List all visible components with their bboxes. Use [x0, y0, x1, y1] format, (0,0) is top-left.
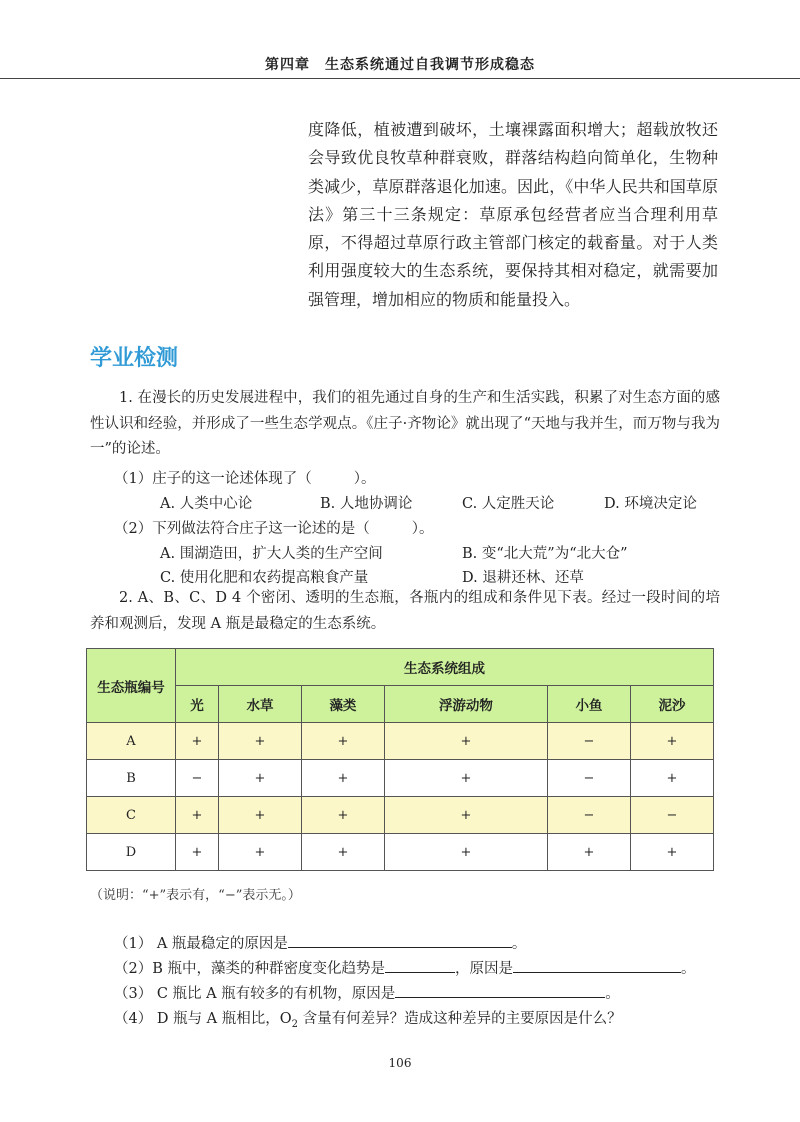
q1-sub1-suffix: ）。: [353, 471, 376, 487]
table-cell: +: [176, 834, 219, 871]
q2-sub2-reason-blank[interactable]: [513, 958, 681, 973]
table-cell: −: [547, 797, 630, 834]
table-cell: −: [630, 797, 713, 834]
table-cell: +: [384, 760, 547, 797]
q1-sub2-option-d: D. 退耕还林、还草: [462, 570, 584, 586]
question-1-sub-1: [114, 467, 375, 488]
table-row: [87, 834, 714, 871]
question-2-sub-1: [114, 932, 526, 953]
q2-sub3-suffix: 。: [605, 986, 620, 1002]
ecosystem-bottle-table: [86, 648, 714, 871]
question-2-sub-2: [114, 957, 696, 978]
row-id-cell: A: [87, 723, 176, 760]
q1-sub2-option-a: A. 围湖造田，扩大人类的生产空间: [160, 546, 383, 562]
chapter-header: 第四章 生态系统通过自我调节形成稳态: [265, 57, 535, 73]
table-cell: +: [630, 723, 713, 760]
table-cell: +: [218, 760, 301, 797]
column-header: 泥沙: [630, 686, 713, 723]
q2-sub4-suffix: 含量有何差异？造成这种差异的主要原因是什么？: [298, 1011, 622, 1027]
q2-sub4-subscript: 2: [291, 1018, 299, 1030]
row-id-cell: C: [87, 797, 176, 834]
q2-sub2-trend-blank[interactable]: [385, 958, 455, 973]
column-header: 水草: [218, 686, 301, 723]
column-header: 浮游动物: [384, 686, 547, 723]
table-note: （说明：“+”表示有，“−”表示无。）: [90, 888, 301, 903]
table-cell: +: [176, 797, 219, 834]
table-cell: −: [547, 760, 630, 797]
q2-sub4-prefix: （4） D 瓶与 A 瓶相比，O: [114, 1011, 292, 1027]
question-2-stem: 2. A、B、C、D 4 个密闭、透明的生态瓶，各瓶内的组成和条件见下表。经过一段时间的培养和观测后，发现 A 瓶是最稳定的生态系统。: [90, 590, 720, 632]
question-2-sub-4: [114, 1007, 622, 1030]
table-cell: +: [218, 834, 301, 871]
table-row: [87, 760, 714, 797]
table-cell: +: [547, 834, 630, 871]
table-cell: +: [301, 760, 384, 797]
table-row: [87, 797, 714, 834]
table-row: [87, 723, 714, 760]
group-header-cell: 生态系统组成: [176, 649, 714, 686]
intro-paragraph: 度降低，植被遭到破坏，土壤裸露面积增大；超载放牧还会导致优良牧草种群衰败，群落结构趋向简单化，生物种类减少，草原群落退化加速。因此，《中华人民共和国草原法》第三十三条规定：草原承包经营者应当合理利用草原，不得超过草原行政主管部门核定的载畜量。对于人类利用强度较大的生态系统，要保持其相对稳定，就需要加强管理，增加相应的物质和能量投入。: [308, 120, 718, 309]
q2-sub2-prefix: （2）B 瓶中，藻类的种群密度变化趋势是: [114, 961, 385, 977]
q2-sub3-answer-blank[interactable]: [395, 983, 605, 998]
q1-sub1-option-b: B. 人地协调论: [320, 496, 413, 512]
table-cell: +: [630, 834, 713, 871]
row-header-cell: 生态瓶编号: [87, 649, 176, 723]
q1-sub1-option-c: C. 人定胜天论: [462, 496, 555, 512]
header-divider: [0, 78, 800, 79]
question-1-sub-2: [114, 517, 433, 538]
table-cell: +: [630, 760, 713, 797]
question-2-sub-3: [114, 982, 620, 1003]
q1-sub1-option-d: D. 环境决定论: [604, 496, 697, 512]
section-title: 学业检测: [90, 346, 179, 371]
row-id-cell: D: [87, 834, 176, 871]
q1-sub1-option-a: A. 人类中心论: [160, 496, 253, 512]
q2-sub1-suffix: 。: [511, 936, 527, 952]
table-cell: +: [218, 797, 301, 834]
column-header: 藻类: [301, 686, 384, 723]
q1-sub2-option-c: C. 使用化肥和农药提高粮食产量: [160, 570, 369, 586]
table-cell: −: [547, 723, 630, 760]
q2-sub1-answer-blank[interactable]: [288, 933, 512, 948]
column-header: 小鱼: [547, 686, 630, 723]
table-cell: +: [384, 723, 547, 760]
page-number: 106: [388, 1056, 412, 1070]
q2-sub1-prefix: （1） A 瓶最稳定的原因是: [114, 936, 288, 952]
table-cell: +: [301, 834, 384, 871]
q2-sub3-prefix: （3） C 瓶比 A 瓶有较多的有机物，原因是: [114, 986, 396, 1002]
q2-sub2-middle: ，原因是: [455, 961, 513, 977]
table-cell: +: [176, 723, 219, 760]
q1-sub2-suffix: ）。: [411, 521, 434, 537]
table-cell: −: [176, 760, 219, 797]
table-cell: +: [384, 797, 547, 834]
row-id-cell: B: [87, 760, 176, 797]
question-1-stem: 1. 在漫长的历史发展进程中，我们的祖先通过自身的生产和生活实践，积累了对生态方面的感性认识和经验，并形成了一些生态学观点。《庄子·齐物论》就出现了“天地与我并生，而万物与我为一”的论述。: [90, 390, 720, 457]
table-cell: +: [384, 834, 547, 871]
table-cell: +: [301, 797, 384, 834]
table-cell: +: [301, 723, 384, 760]
q1-sub2-prefix: （2）下列做法符合庄子这一论述的是（: [114, 521, 370, 537]
q1-sub2-option-b: B. 变“北大荒”为“北大仓”: [462, 546, 628, 562]
q2-sub2-suffix: 。: [681, 961, 696, 977]
column-header: 光: [176, 686, 219, 723]
table-cell: +: [218, 723, 301, 760]
q1-sub1-prefix: （1）庄子的这一论述体现了（: [114, 471, 312, 487]
